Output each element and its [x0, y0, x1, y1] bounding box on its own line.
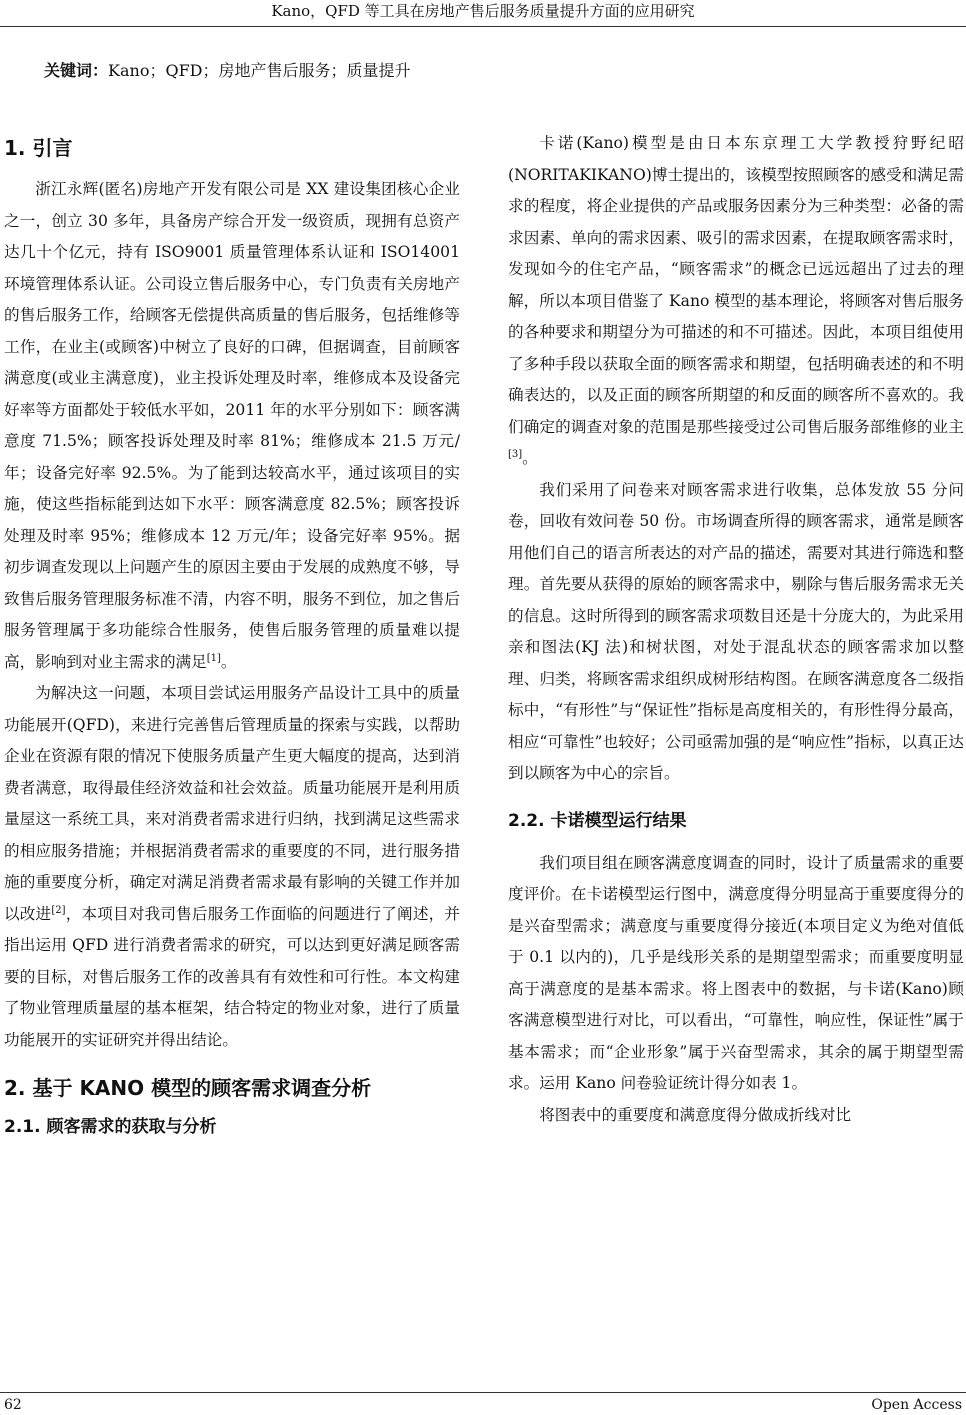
- citation-1: [1]: [206, 652, 221, 664]
- section-2-1-heading: 2.1. 顾客需求的获取与分析: [4, 1117, 217, 1137]
- kano-paragraph-text: 卡诺(Kano)模型是由日本东京理工大学教授狩野纪昭(NORITAKIKANO)博士提出的，该模型按照顾客的感受和满足需求的程度，将企业提供的产品或服务因素分为三种类型：必备的需求因素、单向的需求因素、吸引的需求因素，在提取顾客需求时，发现如今的住宅产品，“顾客需求”的概念已远远超出了过去的理解，所以本项目借鉴了 Kano 模型的基本理论，将顾客对售后服务的各种要求和期望分为可描述的和不可描述。因此，本项目组使用了多种手段以获取全面的顾客需求和期望，包括明确表述的和不明确表达的，以及正面的顾客所期望的和反面的顾客所不喜欢的。我们确定的调查对象的范围是那些接受过公司售后服务部维修的业主: [508, 134, 964, 436]
- section-2-2-heading: 2.2. 卡诺模型运行结果: [508, 810, 687, 831]
- intro-paragraph-1-end: 。: [220, 652, 237, 671]
- keywords-text: Kano；QFD；房地产售后服务；质量提升: [108, 61, 411, 80]
- section-1-heading: 1. 引言: [4, 136, 73, 160]
- running-header: [0, 0, 966, 27]
- intro-paragraph-1: [4, 174, 460, 678]
- intro-paragraph-2: [4, 678, 460, 1056]
- intro-paragraph-1-text: 浙江永辉(匿名)房地产开发有限公司是 XX 建设集团核心企业之一，创立 30 多年，具备房产综合开发一级资质，现拥有总资产达几十个亿元，持有 ISO9001 质量管理体系认证和 ISO14001 环境管理体系认证。公司设立售后服务中心，专门负责有关房地产的售后服务工作，给顾客无偿提供高质量的售后服务，包括维修等工作，在业主(或顾客)中树立了良好的口碑，但据调查，目前顾客满意度(或业主满意度)，业主投诉处理及时率，维修成本及设备完好率等方面都处于较低水平如，2011 年的水平分别如下：顾客满意度 71.5%；顾客投诉处理及时率 81%；维修成本 21.5 万元/年；设备完好率 92.5%。为了能到达较高水平，通过该项目的实施，使这些指标能到达如下水平：顾客满意度 82.5%；顾客投诉处理及时率 95%；维修成本 12 万元/年；设备完好率 95%。据初步调查发现以上问题产生的原因主要由于发展的成熟度不够，导致售后服务管理服务标准不清，内容不明，服务不到位，加之售后服务管理属于多功能综合性服务，使售后服务管理的质量难以提高，影响到对业主需求的满足: [4, 180, 460, 671]
- intro-paragraph-2-text-a: 为解决这一问题，本项目尝试运用服务产品设计工具中的质量功能展开(QFD)，来进行完善售后管理质量的探索与实践，以帮助企业在资源有限的情况下使服务质量产生更大幅度的提高，达到消费者满意，取得最佳经济效益和社会效益。质量功能展开是利用质量屋这一系统工具，来对消费者需求进行归纳，找到满足这些需求的相应服务措施；并根据消费者需求的重要度的不同，进行服务措施的重要度分析，确定对满足消费者需求最有影响的关键工作并加以改进: [4, 684, 460, 923]
- keywords-label: 关键词：: [44, 61, 109, 80]
- kano-paragraph-end: 。: [522, 449, 538, 467]
- left-column: [4, 128, 460, 1144]
- publisher-label: Open Access: [871, 1397, 962, 1413]
- citation-2: [2]: [51, 904, 66, 916]
- right-column: [508, 128, 964, 1131]
- chart-comparison-paragraph: 将图表中的重要度和满意度得分做成折线对比: [539, 1105, 852, 1124]
- page-footer: [0, 1392, 966, 1415]
- keywords-line: [44, 58, 411, 84]
- intro-paragraph-2-text-b: ，本项目对我司售后服务工作面临的问题进行了阐述，并指出运用 QFD 进行消费者需求的研究，可以达到更好满足顾客需要的目标，对售后服务工作的改善具有有效性和可行性。本文构建了物业管理质量屋的基本框架，结合特定的物业对象，进行了质量功能展开的实证研究并得出结论。: [4, 904, 460, 1049]
- page-number: 62: [4, 1397, 22, 1413]
- citation-3: [3]: [508, 448, 523, 460]
- running-title: Kano，QFD 等工具在房地产售后服务质量提升方面的应用研究: [271, 2, 695, 20]
- section-2-heading: 2. 基于 KANO 模型的顾客需求调查分析: [4, 1076, 372, 1100]
- kano-results-paragraph: 我们项目组在顾客满意度调查的同时，设计了质量需求的重要度评价。在卡诺模型运行图中，满意度得分明显高于重要度得分的是兴奋型需求；满意度与重要度得分接近(本项目定义为绝对值低于 0.1 以内的)，几乎是线形关系的是期望型需求；而重要度明显高于满意度的是基本需求。将上图表中的数据，与卡诺(Kano)顾客满意模型进行对比，可以看出，“可靠性，响应性，保证性”属于基本需求；而“企业形象”属于兴奋型需求，其余的属于期望型需求。运用 Kano 问卷验证统计得分如表 1。: [508, 853, 964, 1092]
- survey-paragraph: 我们采用了问卷来对顾客需求进行收集，总体发放 55 分问卷，回收有效问卷 50 份。市场调查所得的顾客需求，通常是顾客用他们自己的语言所表达的对产品的描述，需要对其进行筛选和整理。首先要从获得的原始的顾客需求中，剔除与售后服务需求无关的信息。这时所得到的顾客需求项数目还是十分庞大的，为此采用亲和图法(KJ 法)和树状图，对处于混乱状态的顾客需求加以整理、归类，将顾客需求组织成树形结构图。在顾客满意度各二级指标中，“有形性”与“保证性”指标是高度相关的，有形性得分最高，相应“可靠性”也较好；公司亟需加强的是“响应性”指标，以真正达到以顾客为中心的宗旨。: [508, 480, 964, 782]
- kano-paragraph: [508, 128, 964, 475]
